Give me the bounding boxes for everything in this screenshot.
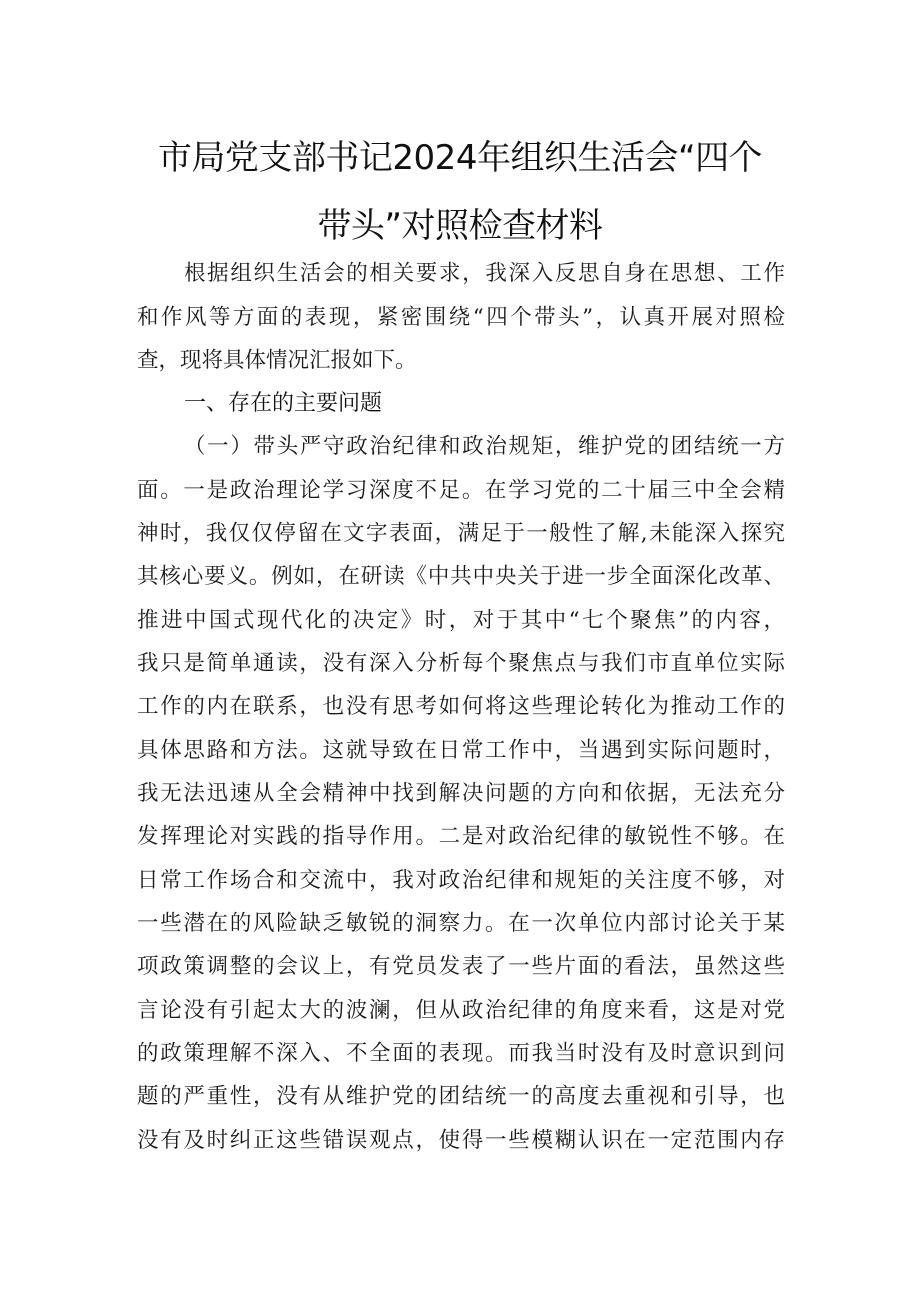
body-paragraph-line: 我只是简单通读，没有深入分析每个聚焦点与我们市直单位实际 [137,651,785,676]
body-paragraph-line: 工作的内在联系，也没有思考如何将这些理论转化为推动工作的 [137,694,785,719]
body-paragraph-line: 题的严重性，没有从维护党的团结统一的高度去重视和引导，也 [137,1084,785,1109]
body-paragraph-line: （一）带头严守政治纪律和政治规矩，维护党的团结统一方 [184,434,785,459]
intro-paragraph-line: 根据组织生活会的相关要求，我深入反思自身在思想、工作 [184,261,785,286]
body-paragraph-line: 面。一是政治理论学习深度不足。在学习党的二十届三中全会精 [137,478,785,503]
body-paragraph-line: 没有及时纠正这些错误观点，使得一些模糊认识在一定范围内存 [137,1128,785,1153]
intro-paragraph-line: 和作风等方面的表现，紧密围绕“四个带头”，认真开展对照检 [137,305,785,330]
section-heading: 一、存在的主要问题 [184,391,383,416]
body-paragraph-line: 推进中国式现代化的决定》时，对于其中“七个聚焦”的内容， [137,608,785,633]
body-paragraph-line: 的政策理解不深入、不全面的表现。而我当时没有及时意识到问 [137,1041,785,1066]
body-paragraph-line: 言论没有引起太大的波澜，但从政治纪律的角度来看，这是对党 [137,998,785,1023]
document-title-line-2: 带头”对照检查材料 [317,206,603,246]
body-paragraph-line: 神时，我仅仅停留在文字表面，满足于一般性了解,未能深入探究 [137,521,785,546]
body-paragraph-line: 一些潜在的风险缺乏敏锐的洞察力。在一次单位内部讨论关于某 [137,911,785,936]
body-paragraph-line: 发挥理论对实践的指导作用。二是对政治纪律的敏锐性不够。在 [137,824,785,849]
body-paragraph-line: 日常工作场合和交流中，我对政治纪律和规矩的关注度不够，对 [137,868,785,893]
body-paragraph-line: 我无法迅速从全会精神中找到解决问题的方向和依据，无法充分 [137,781,785,806]
intro-paragraph-line: 查，现将具体情况汇报如下。 [137,348,417,373]
document-title-line-1: 市局党支部书记2024年组织生活会“四个 [157,138,763,178]
body-paragraph-line: 项政策调整的会议上，有党员发表了一些片面的看法，虽然这些 [137,954,785,979]
body-paragraph-line: 具体思路和方法。这就导致在日常工作中，当遇到实际问题时， [137,738,785,763]
body-paragraph-line: 其核心要义。例如，在研读《中共中央关于进一步全面深化改革、 [137,564,785,589]
